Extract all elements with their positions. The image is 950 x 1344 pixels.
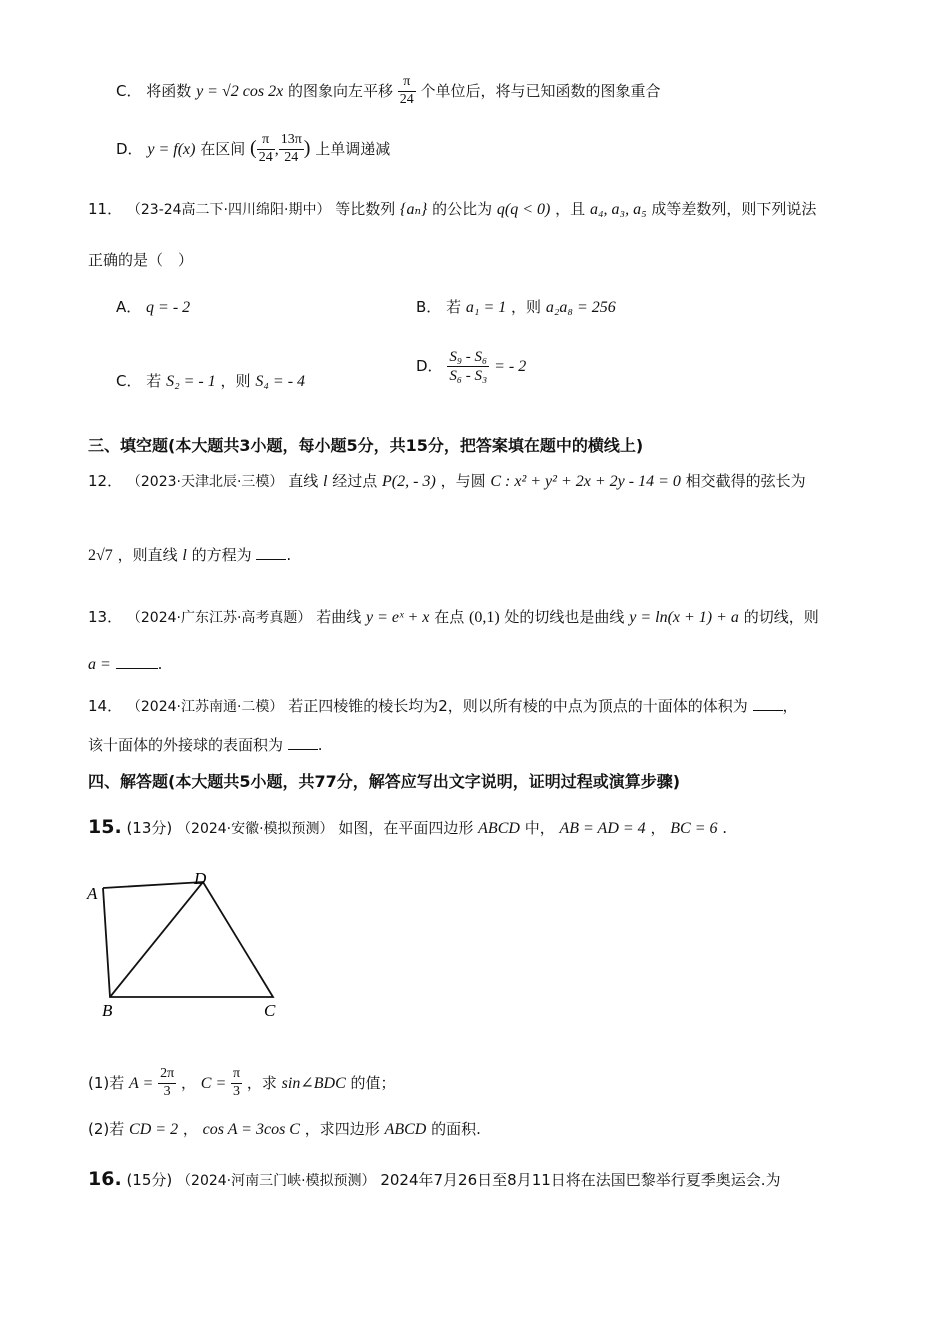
math-formula: C =: [200, 1074, 227, 1092]
option-label: D．: [116, 139, 143, 158]
punctuation: ，: [180, 1073, 196, 1092]
math-formula: ABCD: [384, 1121, 427, 1138]
question-text: 的面积.: [431, 1120, 481, 1138]
question-text: 直线: [288, 472, 319, 490]
math-formula: S₂ = - 1: [166, 373, 216, 390]
question-text: 2024年7月26日至8月11日将在法国巴黎举行夏季奥运会.为: [380, 1171, 781, 1189]
question-text: ，与圆: [440, 472, 486, 490]
punctuation: .: [722, 819, 728, 837]
section-heading-solve: 四、解答题(本大题共5小题，共77分，解答应写出文字说明，证明过程或演算步骤): [88, 772, 681, 791]
math-formula: a₄, a₃, a₅: [589, 201, 647, 218]
question-text: ，则直线: [117, 546, 178, 564]
math-formula: l: [322, 473, 328, 490]
question-number: 13．: [88, 608, 123, 626]
option-text: ，则: [220, 372, 251, 390]
option-text: 若: [146, 372, 162, 390]
option-text: ，则: [511, 298, 542, 316]
math-formula: q(q < 0): [496, 201, 551, 218]
math-formula: y = f(x): [147, 140, 196, 158]
answer-blank[interactable]: [116, 667, 158, 669]
question-text: 若正四棱锥的棱长均为2，则以所有棱的中点为顶点的十面体的体积为: [288, 697, 748, 715]
fraction: $\frac{\pi}{24}$: [399, 74, 414, 107]
q14-stem: [88, 697, 798, 716]
question-score: (15分): [126, 1171, 173, 1189]
question-text: 经过点: [332, 472, 378, 490]
fraction: $\frac{\text{S₉ - S₆}}{\text{S₆ - S₃}}$: [449, 349, 488, 384]
option-text: 上单调递减: [315, 139, 391, 158]
option-text: 在区间: [200, 139, 246, 158]
math-formula: 2√7: [88, 547, 113, 564]
q11-stem: [88, 200, 816, 219]
math-formula: A =: [129, 1074, 154, 1092]
question-text: 成等差数列，则下列说法: [651, 200, 817, 218]
question-source: （2024·江苏南通·二模）: [126, 699, 284, 715]
answer-blank[interactable]: [288, 748, 318, 750]
vertex-label-a: A: [87, 884, 98, 903]
math-formula: AB = AD = 4: [559, 820, 646, 837]
question-source: （2024·安徽·模拟预测）: [177, 821, 334, 837]
option-label: C．: [116, 372, 142, 390]
math-formula: y = eˣ + x: [365, 609, 430, 626]
question-text: ，求: [246, 1073, 277, 1092]
q10-option-d: D． y = f(x) 在区间 ( $\frac{\pi}{24}$ , $\frac{13\pi}{24}$ ) 上单调递减: [116, 132, 391, 165]
q13-stem-cont: [88, 655, 162, 674]
fraction: $\frac{13\pi}{24}$: [280, 132, 302, 165]
question-source: （2023·天津北辰·三模）: [126, 474, 284, 490]
math-formula: a =: [88, 656, 111, 673]
math-formula: cos A = 3cos C: [202, 1121, 300, 1138]
math-formula: a₂a₈ = 256: [545, 299, 616, 316]
question-score: (13分): [126, 819, 173, 837]
question-text: 在点: [434, 608, 465, 626]
question-text: ，且: [555, 200, 586, 218]
q15-part2: [88, 1120, 481, 1139]
math-formula: BC = 6: [670, 820, 718, 837]
section-heading-fill-in: 三、填空题(本大题共3小题，每小题5分，共15分，把答案填在题中的横线上): [88, 436, 644, 455]
question-number: 14．: [88, 697, 123, 715]
punctuation: ，: [182, 1120, 198, 1138]
question-number: 16.: [88, 1168, 122, 1190]
part-label: (2): [88, 1120, 110, 1138]
question-text: 的值；: [350, 1073, 396, 1092]
math-formula: P(2, - 3): [382, 473, 436, 490]
option-text: 将函数: [146, 81, 192, 100]
q11-option-c: [116, 372, 305, 391]
option-text: 的图象向左平移: [287, 81, 393, 100]
vertex-label-d: D: [194, 869, 207, 888]
math-formula: {aₙ}: [400, 201, 428, 218]
question-text: 的切线，则: [743, 608, 819, 626]
option-label: C．: [116, 81, 142, 100]
math-formula: q = - 2: [146, 299, 191, 316]
math-formula: = - 2: [494, 358, 527, 375]
punctuation: ，: [782, 697, 798, 715]
option-label: D．: [416, 357, 443, 375]
fraction: $\frac{2\pi}{3}$: [160, 1066, 175, 1099]
question-text: 处的切线也是曲线: [504, 608, 625, 626]
math-formula: (0,1): [468, 609, 500, 626]
option-label: B．: [416, 298, 442, 316]
math-formula: sin∠BDC: [281, 1074, 346, 1092]
question-source: （23-24高二下·四川绵阳·期中）: [126, 202, 331, 218]
vertex-label-b: B: [102, 1001, 113, 1020]
math-formula: C : x² + y² + 2x + 2y - 14 = 0: [490, 473, 681, 490]
question-number: 12．: [88, 472, 123, 490]
question-text: 相交截得的弦长为: [685, 472, 806, 490]
answer-blank[interactable]: [256, 558, 286, 560]
question-source: （2024·广东江苏·高考真题）: [126, 610, 312, 626]
q16-stem: [88, 1168, 781, 1191]
q12-stem-cont: [88, 546, 291, 565]
punctuation: .: [286, 546, 292, 564]
question-source: （2024·河南三门峡·模拟预测）: [177, 1173, 376, 1189]
question-text: ，求四边形: [304, 1120, 380, 1138]
fraction: $\frac{\pi}{3}$: [233, 1066, 241, 1099]
option-label: A．: [116, 298, 142, 316]
answer-blank[interactable]: [753, 709, 783, 711]
question-number: 15.: [88, 816, 122, 838]
q13-stem: [88, 608, 819, 627]
vertex-label-c: C: [264, 1001, 276, 1020]
diagonal-bd: [110, 882, 203, 997]
q11-option-b: [416, 298, 616, 317]
math-formula: CD = 2: [129, 1121, 179, 1138]
question-text: 中，: [524, 819, 555, 837]
math-formula: y = √2 cos 2x: [196, 82, 284, 100]
question-text: 的公比为: [432, 200, 493, 218]
fraction: $\frac{\pi}{24}$: [258, 132, 273, 165]
math-formula: y = ln(x + 1) + a: [629, 609, 739, 626]
math-formula: S₄ = - 4: [255, 373, 306, 390]
punctuation: .: [317, 736, 323, 754]
question-text: ，: [650, 819, 666, 837]
option-text: 个单位后，将与已知函数的图象重合: [420, 81, 661, 100]
question-text: 的方程为: [191, 546, 252, 564]
q15-part1: [88, 1066, 396, 1101]
q11-option-a: [116, 298, 190, 317]
math-formula: l: [182, 547, 187, 564]
q14-stem-cont: [88, 736, 323, 754]
part-label: (1): [88, 1073, 110, 1092]
punctuation: .: [157, 655, 163, 673]
question-text: 若: [109, 1073, 125, 1092]
question-text: 若曲线: [316, 608, 362, 626]
question-text: 正确的是（ ）: [88, 251, 194, 269]
question-text: 该十面体的外接球的表面积为: [88, 736, 284, 754]
math-formula: ABCD: [478, 820, 520, 837]
question-text: 若: [109, 1120, 125, 1138]
quadrilateral-figure: [80, 864, 300, 1024]
q12-stem: [88, 472, 806, 491]
q11-option-d: [416, 348, 526, 385]
q10-option-c: [116, 74, 661, 109]
question-text: 如图，在平面四边形: [338, 819, 474, 837]
question-number: 11．: [88, 200, 123, 218]
option-text: 若: [446, 298, 462, 316]
q11-stem-cont: [88, 251, 193, 269]
math-formula: a₁ = 1: [465, 299, 507, 316]
question-text: 等比数列: [335, 200, 396, 218]
q15-stem: [88, 816, 727, 839]
